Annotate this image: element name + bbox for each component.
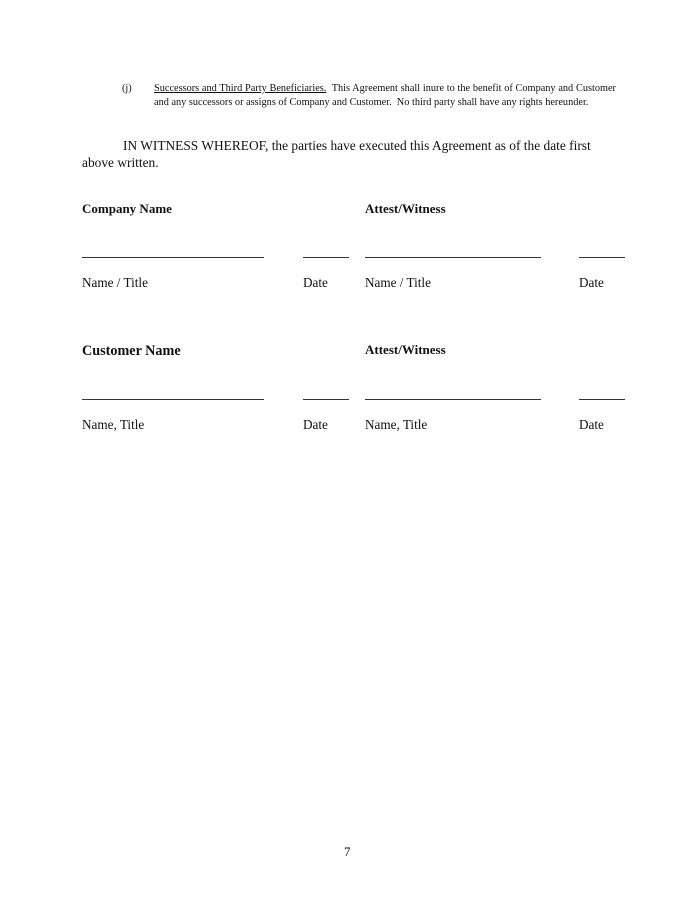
company-witness-heading: Attest/Witness bbox=[365, 201, 446, 216]
company-witness-date-caption: Date bbox=[579, 275, 604, 290]
company-witness-name-title-caption: Name / Title bbox=[365, 275, 431, 290]
company-witness-signature-line[interactable] bbox=[365, 257, 541, 258]
clause-heading: Successors and Third Party Beneficiaries. bbox=[154, 83, 327, 94]
customer-witness-heading: Attest/Witness bbox=[365, 342, 446, 357]
customer-date-line[interactable] bbox=[303, 399, 349, 400]
customer-witness-date-caption: Date bbox=[579, 417, 604, 432]
clause-body bbox=[154, 82, 619, 109]
customer-witness-name-title-caption: Name, Title bbox=[365, 417, 428, 432]
company-name-heading: Company Name bbox=[82, 201, 172, 216]
company-name-title-caption: Name / Title bbox=[82, 275, 148, 290]
page-number: 7 bbox=[344, 844, 351, 859]
company-witness-date-line[interactable] bbox=[579, 257, 625, 258]
customer-name-title-caption: Name, Title bbox=[82, 417, 145, 432]
customer-witness-date-line[interactable] bbox=[579, 399, 625, 400]
customer-date-caption: Date bbox=[303, 417, 328, 432]
customer-name-heading: Customer Name bbox=[82, 343, 181, 359]
company-date-caption: Date bbox=[303, 275, 328, 290]
clause-label: (j) bbox=[122, 83, 132, 94]
witness-paragraph-text: IN WITNESS WHEREOF, the parties have executed this Agreement as of the date first above written. bbox=[82, 138, 591, 170]
customer-signature-line[interactable] bbox=[82, 399, 264, 400]
customer-witness-signature-line[interactable] bbox=[365, 399, 541, 400]
company-signature-line[interactable] bbox=[82, 257, 264, 258]
witness-paragraph bbox=[82, 138, 602, 171]
company-date-line[interactable] bbox=[303, 257, 349, 258]
clause-text: This Agreement shall inure to the benefit of Company and Customer and any successors or assigns of Company and Customer. No third party shall have any rights hereunder. bbox=[154, 83, 619, 108]
